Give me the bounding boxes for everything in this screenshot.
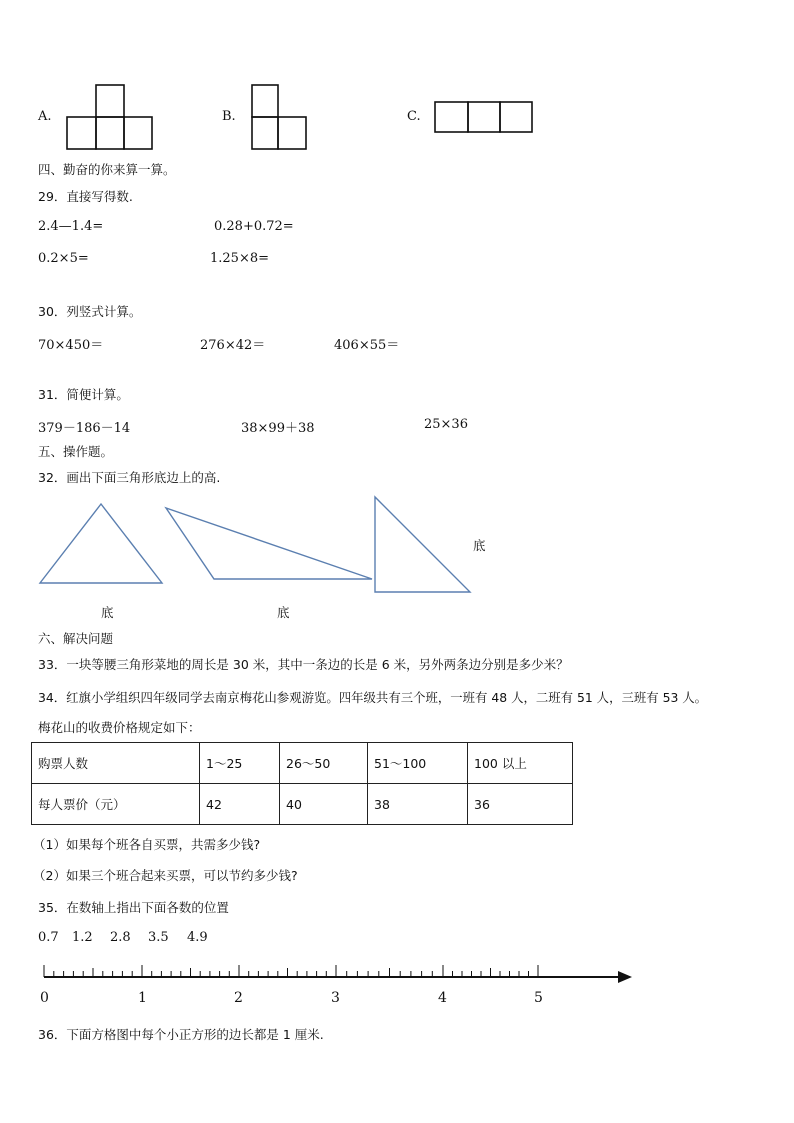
- number-line: [0, 955, 794, 1015]
- axis-label-1: 1: [138, 990, 147, 1006]
- q30-item-3: 406×55＝: [334, 338, 400, 353]
- q35-number-2: 1.2: [72, 930, 93, 945]
- q29-item-4: 1.25×8=: [210, 251, 270, 266]
- table-cell: 36: [468, 784, 573, 825]
- q29-item-3: 0.2×5=: [38, 251, 89, 266]
- q29-item-2: 0.28+0.72=: [214, 219, 294, 234]
- q35-number-5: 4.9: [187, 930, 208, 945]
- section-6-heading: 六、解决问题: [38, 631, 114, 646]
- table-cell: 100 以上: [468, 743, 573, 784]
- q33-text: 33．一块等腰三角形菜地的周长是 30 米，其中一条边的长是 6 米，另外两条边分别是多少米？: [38, 657, 569, 672]
- q31-item-2: 38×99＋38: [241, 421, 315, 436]
- table-cell: 42: [200, 784, 280, 825]
- q31-item-1: 379－186－14: [38, 421, 131, 436]
- triangle-2: [166, 508, 372, 579]
- axis-label-2: 2: [234, 990, 243, 1006]
- q35-number-1: 0.7: [38, 930, 59, 945]
- option-a-label: A.: [38, 109, 52, 124]
- section-5-heading: 五、操作题。: [38, 444, 114, 459]
- q34-intro: 梅花山的收费价格规定如下：: [38, 720, 201, 735]
- q29-title: 29．直接写得数.: [38, 189, 133, 204]
- q34-sub-2: （2）如果三个班合起来买票，可以节约多少钱?: [33, 868, 298, 883]
- table-cell: 51～100: [368, 743, 468, 784]
- number-line-arrow: [618, 971, 632, 983]
- q31-title: 31．简便计算。: [38, 387, 129, 402]
- q30-item-1: 70×450＝: [38, 338, 104, 353]
- q30-item-2: 276×42＝: [200, 338, 266, 353]
- q29-item-1: 2.4—1.4=: [38, 219, 104, 234]
- base-label-2: 底: [277, 605, 290, 620]
- triangle-1: [40, 504, 162, 583]
- axis-label-5: 5: [534, 990, 543, 1006]
- q34-sub-1: （1）如果每个班各自买票，共需多少钱?: [33, 837, 261, 852]
- table-row: [32, 784, 573, 825]
- base-label-3: 底: [473, 538, 486, 553]
- table-row: [32, 743, 573, 784]
- table-cell: 38: [368, 784, 468, 825]
- q31-item-3: 25×36: [424, 417, 468, 432]
- q35-title: 35．在数轴上指出下面各数的位置: [38, 900, 229, 915]
- q34-text: 34．红旗小学组织四年级同学去南京梅花山参观游览。四年级共有三个班，一班有 48 人，二班有 51 人，三班有 53 人。: [38, 690, 708, 705]
- q35-number-4: 3.5: [148, 930, 169, 945]
- axis-label-0: 0: [40, 990, 49, 1006]
- base-label-1: 底: [101, 605, 114, 620]
- table-cell: 1～25: [200, 743, 280, 784]
- table-cell: 40: [280, 784, 368, 825]
- option-b-label: B.: [222, 109, 236, 124]
- q36-text: 36．下面方格图中每个小正方形的边长都是 1 厘米.: [38, 1027, 324, 1042]
- table-cell: 购票人数: [32, 743, 200, 784]
- q32-title: 32．画出下面三角形底边上的高.: [38, 470, 221, 485]
- axis-label-4: 4: [438, 990, 447, 1006]
- q35-number-3: 2.8: [110, 930, 131, 945]
- table-cell: 每人票价（元）: [32, 784, 200, 825]
- triangle-3: [375, 497, 470, 592]
- axis-label-3: 3: [331, 990, 340, 1006]
- section-4-heading: 四、勤奋的你来算一算。: [38, 162, 176, 177]
- price-table: [31, 742, 573, 825]
- q30-title: 30．列竖式计算。: [38, 304, 142, 319]
- table-cell: 26～50: [280, 743, 368, 784]
- option-c-label: C.: [407, 109, 421, 124]
